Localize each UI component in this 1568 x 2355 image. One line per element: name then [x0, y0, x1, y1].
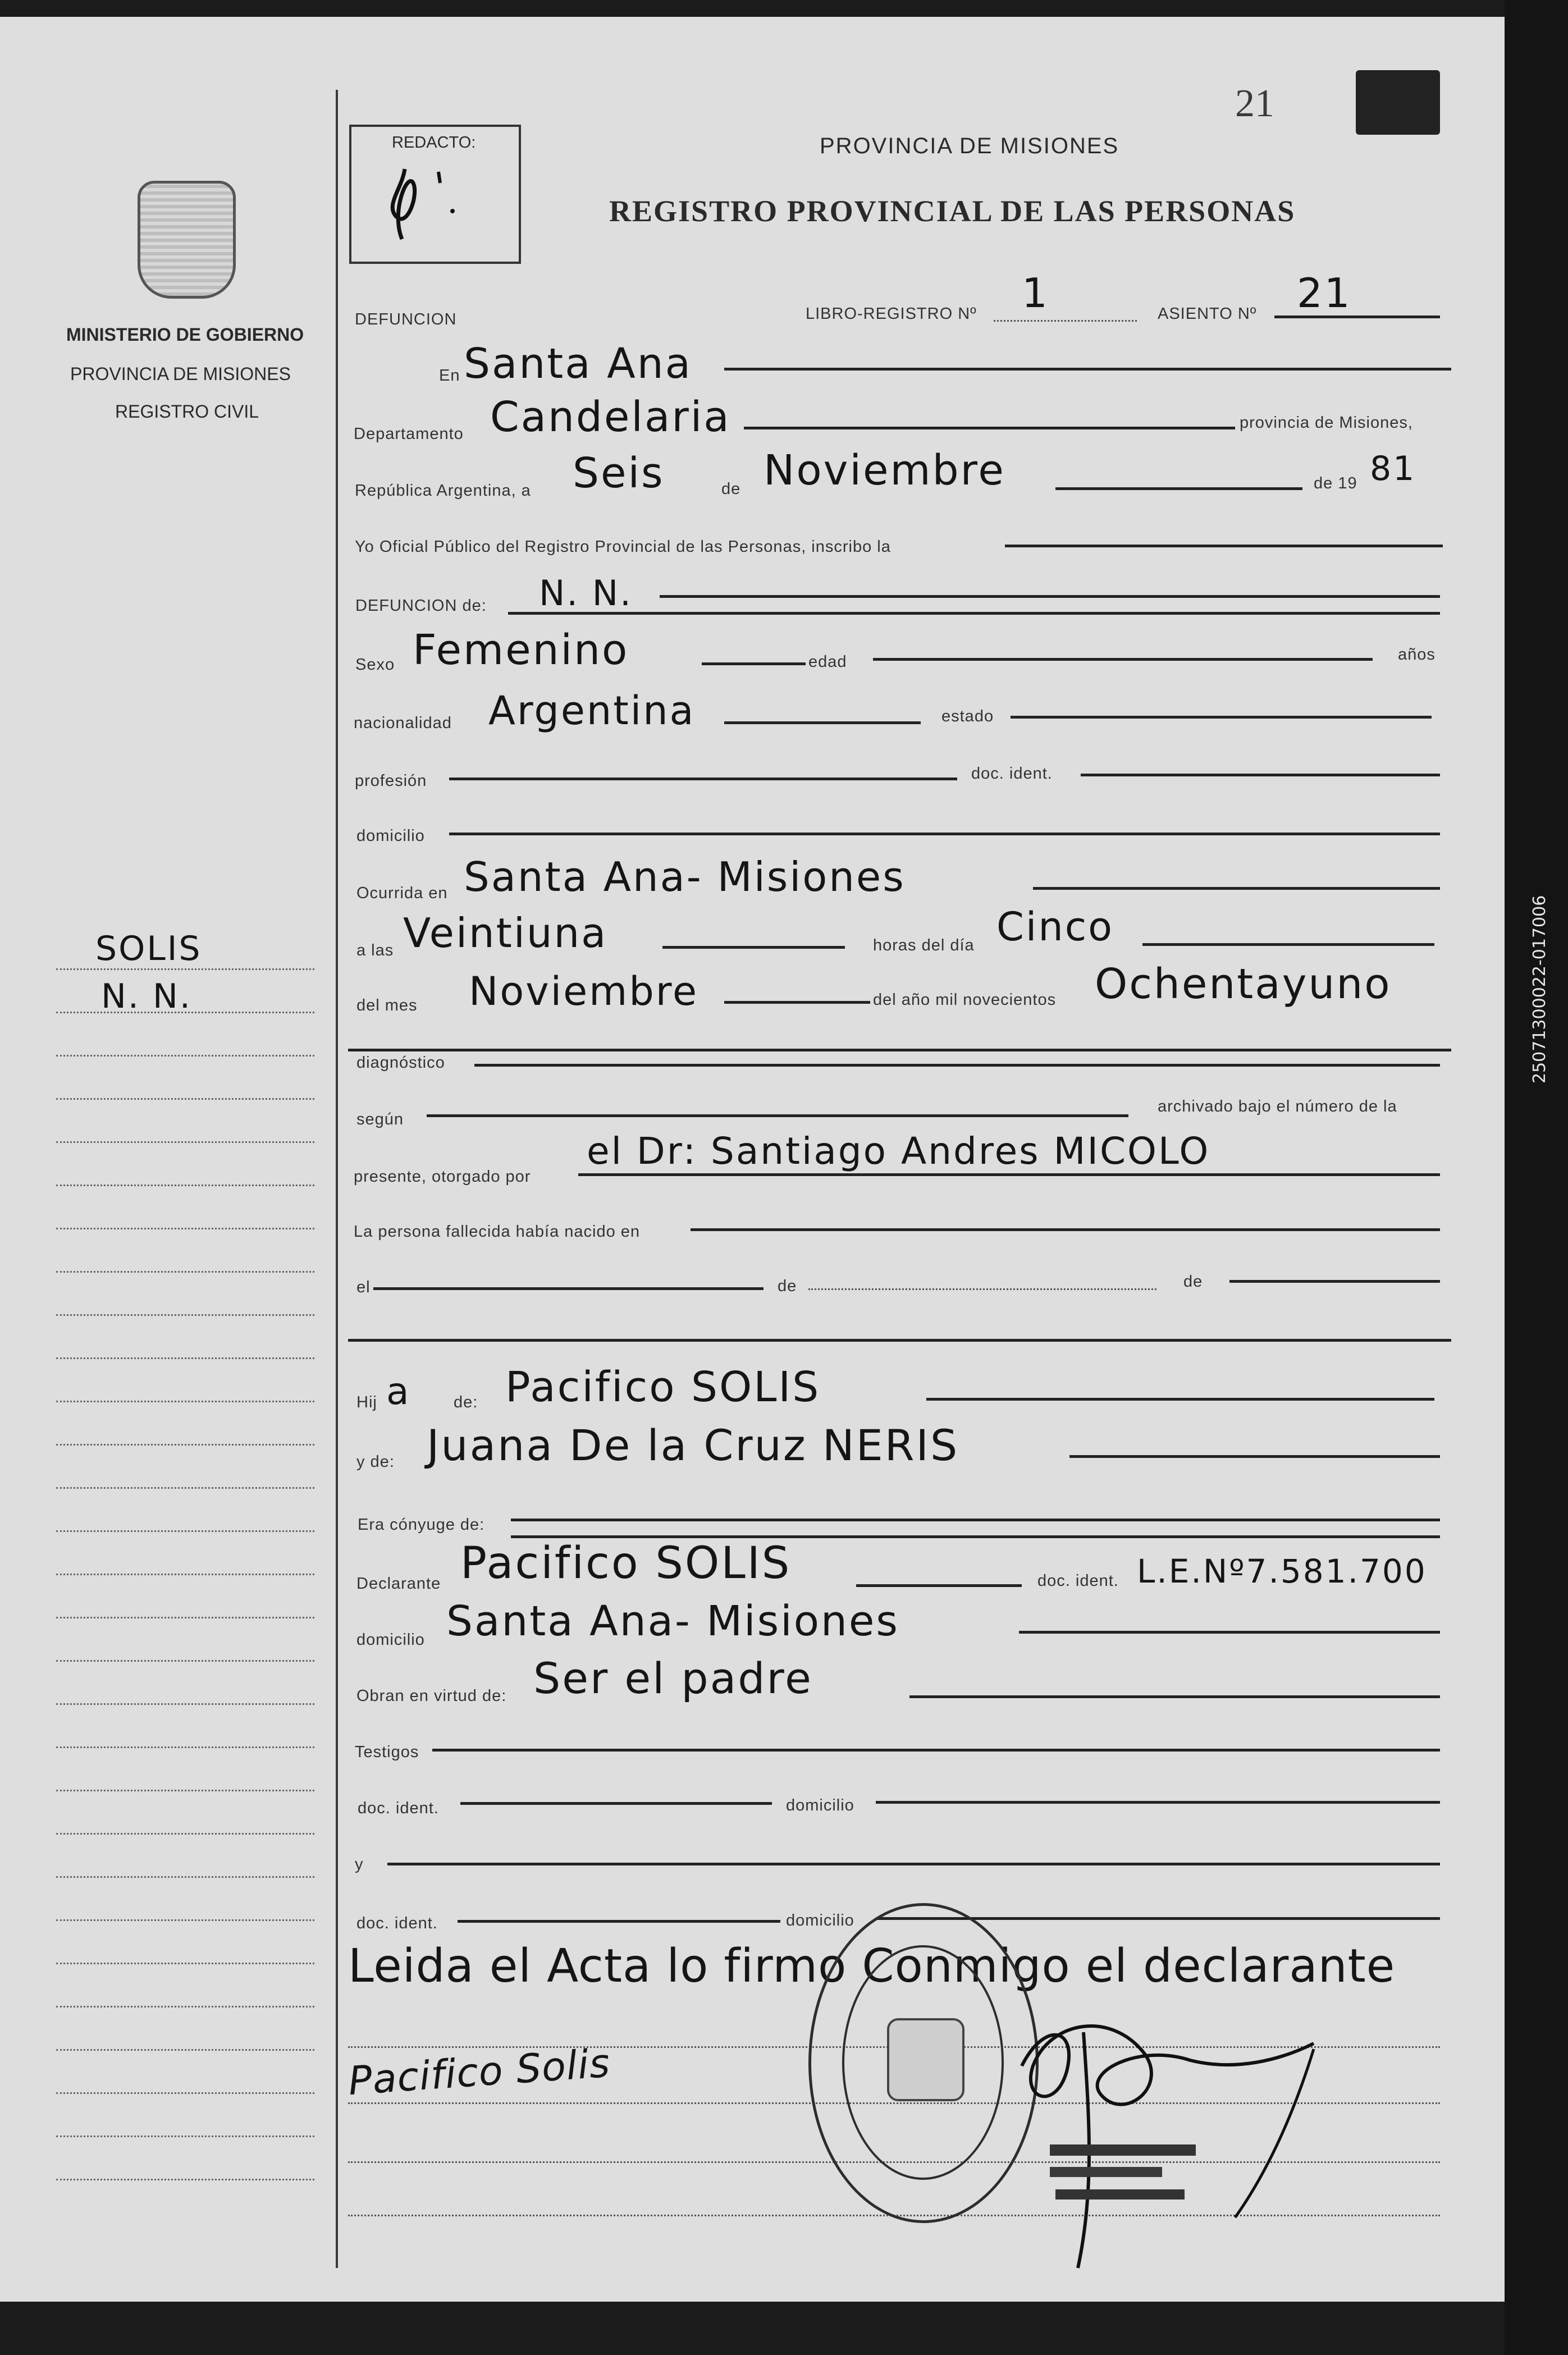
margin-rule — [56, 1357, 314, 1359]
margin-divider — [336, 90, 338, 2268]
margin-note-line1: SOLIS — [95, 929, 202, 968]
defuncion-de-value: N. N. — [539, 573, 633, 614]
yo-oficial-text: Yo Oficial Público del Registro Provincial de las Personas, inscribo la — [355, 538, 891, 556]
dia-ocurrida-value: Cinco — [996, 904, 1114, 950]
ministry-label: MINISTERIO DE GOBIERNO — [66, 324, 304, 345]
ocurrida-value: Santa Ana- Misiones — [464, 853, 906, 900]
de-b-label: de — [1183, 1273, 1203, 1291]
margin-rule — [56, 1012, 314, 1013]
hij-de-label: de: — [454, 1393, 478, 1411]
redacto-box — [349, 125, 521, 264]
y-de-label: y de: — [356, 1453, 395, 1471]
margin-rule — [56, 2179, 314, 2180]
margin-rule — [56, 1098, 314, 1100]
anio-value: 81 — [1370, 449, 1416, 488]
padre-value: Pacifico SOLIS — [505, 1363, 821, 1411]
margin-rule — [56, 1876, 314, 1878]
margin-rule — [56, 1314, 314, 1316]
a-las-value: Veintiuna — [403, 909, 608, 957]
del-mes-value: Noviembre — [469, 968, 699, 1014]
coat-of-arms-emblem — [138, 181, 236, 299]
segun-label: según — [356, 1110, 404, 1128]
province-label: PROVINCIA DE MISIONES — [70, 364, 291, 384]
margin-rule — [56, 1746, 314, 1748]
margin-rule — [56, 1444, 314, 1446]
obran-label: Obran en virtud de: — [356, 1687, 507, 1705]
test2-dom-label: domicilio — [786, 1912, 854, 1929]
civil-registry-label: REGISTRO CIVIL — [115, 401, 259, 422]
doc-ident-label: doc. ident. — [971, 765, 1053, 783]
decl-dom-value: Santa Ana- Misiones — [446, 1597, 899, 1645]
decl-doc-value: L.E.Nº7.581.700 — [1137, 1552, 1427, 1590]
margin-rule — [56, 2049, 314, 2051]
declarante-value: Pacifico SOLIS — [460, 1538, 792, 1589]
declarante-label: Declarante — [356, 1575, 441, 1593]
margin-rule — [56, 1617, 314, 1618]
provincia-label: provincia de Misiones, — [1240, 414, 1413, 432]
en-value: Santa Ana — [464, 340, 692, 388]
scan-edge — [1505, 0, 1568, 2355]
diagnostico-label: diagnóstico — [356, 1054, 445, 1072]
margin-rule — [56, 968, 314, 970]
a-las-label: a las — [356, 941, 394, 959]
del-mes-label: del mes — [356, 996, 418, 1014]
margin-rule — [56, 1703, 314, 1705]
sexo-value: Femenino — [413, 626, 629, 674]
y-label: y — [355, 1855, 364, 1873]
test-dom-label: domicilio — [786, 1796, 854, 1814]
margin-rule — [56, 2135, 314, 2137]
margin-rule — [56, 1271, 314, 1273]
margin-rule — [56, 1530, 314, 1532]
archivado-label: archivado bajo el número de la — [1158, 1098, 1397, 1115]
domicilio-label: domicilio — [356, 827, 425, 845]
conyuge-label: Era cónyuge de: — [358, 1516, 485, 1534]
obran-value: Ser el padre — [533, 1653, 813, 1703]
edad-label: edad — [808, 653, 847, 671]
departamento-value: Candelaria — [490, 393, 731, 441]
estado-label: estado — [941, 707, 994, 725]
de19-label: de 19 — [1314, 474, 1357, 492]
margin-rule — [56, 1790, 314, 1791]
presente-value: el Dr: Santiago Andres MICOLO — [587, 1130, 1210, 1173]
margin-rule — [56, 1401, 314, 1402]
margin-rule — [56, 1185, 314, 1186]
margin-rule — [56, 2092, 314, 2094]
official-signature — [999, 1976, 1336, 2290]
madre-value: Juana De la Cruz NERIS — [427, 1420, 959, 1470]
margin-rule — [56, 1574, 314, 1575]
margin-rule — [56, 1055, 314, 1057]
margin-rule — [56, 2006, 314, 2008]
margin-rule — [56, 1963, 314, 1964]
anio-mil-value: Ochentayuno — [1095, 960, 1392, 1008]
margin-rule — [56, 1919, 314, 1921]
margin-rule — [56, 1833, 314, 1835]
hij-label: Hij — [356, 1393, 377, 1411]
margin-rule — [56, 1228, 314, 1229]
header-registry: REGISTRO PROVINCIAL DE LAS PERSONAS — [609, 194, 1296, 228]
profesion-label: profesión — [355, 772, 427, 790]
margin-rule — [56, 1660, 314, 1662]
nacionalidad-label: nacionalidad — [354, 714, 452, 732]
redacto-initials — [351, 127, 514, 256]
departamento-label: Departamento — [354, 425, 464, 443]
republica-label: República Argentina, a — [355, 482, 531, 500]
mes-value: Noviembre — [764, 446, 1005, 495]
asiento-label: ASIENTO Nº — [1158, 305, 1257, 323]
presente-label: presente, otorgado por — [354, 1168, 531, 1186]
anio-mil-label: del año mil novecientos — [873, 991, 1057, 1009]
de-a-label: de — [778, 1277, 797, 1295]
libro-label: LIBRO-REGISTRO Nº — [806, 305, 977, 323]
dia-value: Seis — [573, 449, 665, 497]
decl-doc-label: doc. ident. — [1037, 1572, 1119, 1590]
sexo-label: Sexo — [355, 656, 395, 674]
libro-value: 1 — [1022, 269, 1049, 317]
type-label: DEFUNCION — [355, 310, 457, 328]
closing-text: Leida el Acta lo firmo Conmigo el declarante — [348, 1940, 1396, 1993]
testigos-label: Testigos — [355, 1743, 419, 1761]
signature-declarante: Pacifico Solis — [346, 2040, 612, 2105]
defuncion-de-label: DEFUNCION de: — [355, 597, 487, 615]
nacido-label: La persona fallecida había nacido en — [354, 1223, 641, 1241]
anos-label: años — [1398, 646, 1436, 664]
margin-rule — [56, 1141, 314, 1143]
de-label: de — [721, 480, 741, 498]
redacted-mark — [1356, 70, 1440, 135]
test-doc-label: doc. ident. — [358, 1799, 439, 1817]
hij-suffix: a — [386, 1370, 411, 1413]
horas-label: horas del día — [873, 936, 975, 954]
scan-id: 25071300022-017006 — [1530, 895, 1549, 1083]
header-province: PROVINCIA DE MISIONES — [820, 134, 1119, 158]
margin-note-line2: N. N. — [101, 977, 192, 1016]
test2-doc-label: doc. ident. — [356, 1914, 438, 1932]
margin-rule — [56, 1487, 314, 1489]
page-number: 21 — [1235, 82, 1274, 125]
decl-dom-label: domicilio — [356, 1631, 425, 1649]
ocurrida-label: Ocurrida en — [356, 884, 448, 902]
asiento-value: 21 — [1297, 269, 1352, 317]
nacionalidad-value: Argentina — [488, 688, 696, 734]
el-label: el — [356, 1278, 371, 1296]
en-label: En — [439, 367, 460, 385]
redacto-label: REDACTO: — [392, 134, 476, 152]
